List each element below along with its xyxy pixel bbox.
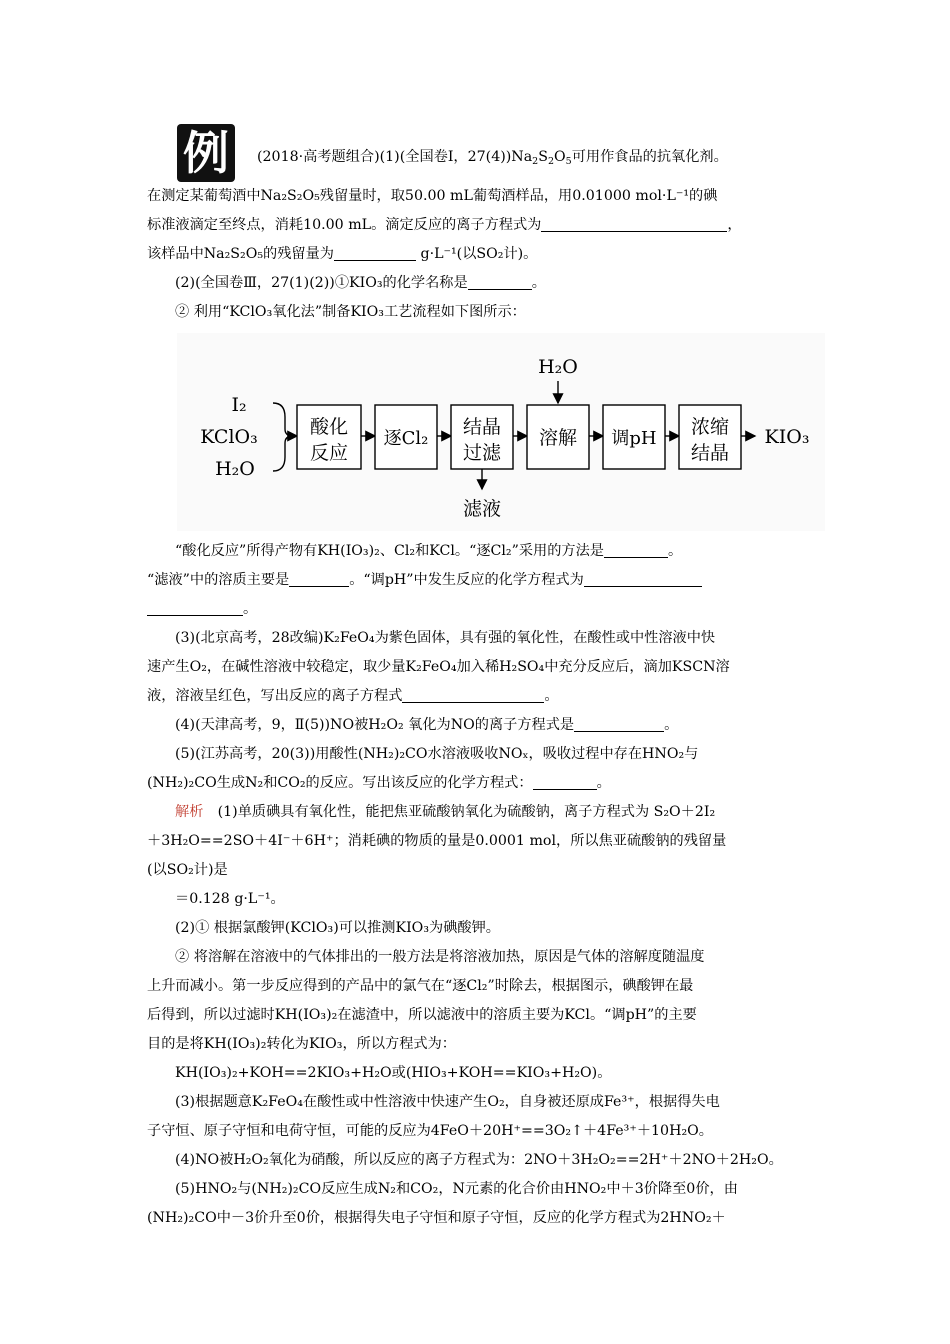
answer-blank <box>604 541 668 558</box>
answer-blank <box>402 686 544 703</box>
analysis-line-4: ＝0.128 g·L⁻¹。 <box>175 891 285 907</box>
analysis-line-11: (3)根据题意K₂FeO₄在酸性或中性溶液中快速产生O₂，自身被还原成Fe³⁺，根据得失电 <box>175 1094 720 1110</box>
analysis-line-1: 解析 (1)单质碘具有氧化性，能把焦亚硫酸钠氧化为硫酸钠，离子方程式为 S₂O＋2I₂ <box>175 804 716 820</box>
input-label: KClO₃ <box>200 426 258 448</box>
answer-blank <box>584 570 702 587</box>
question-5-line-1: (5)(江苏高考，20(3))用酸性(NH₂)₂CO水溶液吸收NOₓ，吸收过程中存在HNO₂与 <box>175 746 699 762</box>
analysis-line-13: (4)NO被H₂O₂氧化为硝酸，所以反应的离子方程式为：2NO＋3H₂O₂==2H⁺＋2NO＋2H₂O。 <box>175 1152 783 1168</box>
input-label: I₂ <box>231 394 247 416</box>
document-content <box>147 124 810 1233</box>
analysis-line-15: (NH₂)₂CO中－3价升至0价，根据得失电子守恒和原子守恒，反应的化学方程式为2HNO₂＋ <box>147 1210 726 1226</box>
question-3-line-3: 液，溶液呈红色，写出反应的离子方程式 。 <box>147 688 559 704</box>
answer-blank <box>574 715 664 732</box>
answer-blank <box>289 570 349 587</box>
question-1-line-4: 该样品中Na₂S₂O₅的残留量为 g·L⁻¹(以SO₂计)。 <box>147 246 538 262</box>
question-2b-line-3: 。 <box>147 595 807 624</box>
question-2-line-2: ② 利用“KClO₃氧化法”制备KIO₃工艺流程如下图所示： <box>175 304 526 320</box>
question-2-line-1: (2)(全国卷Ⅲ，27(1)(2))①KIO₃的化学名称是 。 <box>175 275 546 291</box>
step-label: 调pH <box>611 428 657 449</box>
answer-blank <box>334 244 416 261</box>
question-2b-line-1: “酸化反应”所得产物有KH(IO₃)₂、Cl₂和KCl。“逐Cl₂”采用的方法是 。 <box>175 543 683 559</box>
flow-svg <box>177 333 825 531</box>
analysis-line-6: ② 将溶解在溶液中的气体排出的一般方法是将溶液加热，原因是气体的溶解度随温度 <box>175 949 705 965</box>
step-label: 酸化 <box>309 416 349 438</box>
question-4-line-1: (4)(天津高考，9，Ⅱ(5))NO被H₂O₂ 氧化为NO的离子方程式是 。 <box>175 717 679 733</box>
analysis-line-14: (5)HNO₂与(NH₂)₂CO反应生成N₂和CO₂，N元素的化合价由HNO₂中＋3价降至0价，由 <box>175 1181 738 1197</box>
input-label: H₂O <box>215 458 255 480</box>
example-badge: 例 <box>177 124 235 182</box>
analysis-line-9: 目的是将KH(IO₃)₂转化为KIO₃，所以方程式为： <box>147 1036 456 1052</box>
step-label: 溶解 <box>538 427 578 449</box>
question-1-line-2: 在测定某葡萄酒中Na₂S₂O₅残留量时，取50.00 mL葡萄酒样品，用0.01000 mol·L⁻¹的碘 <box>147 188 718 204</box>
process-flow-diagram <box>177 333 825 531</box>
analysis-line-10: KH(IO₃)₂+KOH==2KIO₃+H₂O或(HIO₃+KOH==KIO₃+H₂O)。 <box>175 1065 612 1081</box>
analysis-line-12: 子守恒、原子守恒和电荷守恒，可能的反应为4FeO＋20H⁺==3O₂↑＋4Fe³⁺＋10H₂O。 <box>147 1123 713 1139</box>
analysis-line-8: 后得到，所以过滤时KH(IO₃)₂在滤渣中，所以滤液中的溶质主要为KCl。“调pH”的主要 <box>147 1007 697 1023</box>
question-3-line-1: (3)(北京高考，28改编)K₂FeO₄为紫色固体，具有强的氧化性，在酸性或中性溶液中快 <box>175 630 716 646</box>
analysis-line-2: ＋3H₂O==2SO＋4I⁻＋6H⁺；消耗碘的物质的量是0.0001 mol，所以焦亚硫酸钠的残留量 <box>147 833 727 849</box>
analysis-line-5: (2)① 根据氯酸钾(KClO₃)可以推测KIO₃为碘酸钾。 <box>175 920 500 936</box>
answer-blank <box>533 773 597 790</box>
analysis-label: 解析 <box>175 804 204 820</box>
question-1-line-3: 标准液滴定至终点，消耗10.00 mL。滴定反应的离子方程式为 ， <box>147 217 742 233</box>
step-label: 结晶 <box>462 416 502 438</box>
answer-blank <box>147 599 243 616</box>
input-brace <box>273 403 293 471</box>
step-label: 逐Cl₂ <box>383 428 429 449</box>
analysis-line-7: 上升而减小。第一步反应得到的产品中的氯气在“逐Cl₂”时除去，根据图示，碘酸钾在最 <box>147 978 694 994</box>
analysis-line-3: (以SO₂计)是 <box>147 862 228 878</box>
product-label: KIO₃ <box>764 426 810 448</box>
step-label: 反应 <box>309 442 349 464</box>
step-label: 过滤 <box>462 442 502 464</box>
water-input-label: H₂O <box>538 356 578 378</box>
answer-blank <box>541 215 727 232</box>
step-label: 结晶 <box>690 442 730 464</box>
question-2b-line-2: “滤液”中的溶质主要是 。“调pH”中发生反应的化学方程式为 <box>147 566 807 595</box>
question-5-line-2: (NH₂)₂CO生成N₂和CO₂的反应。写出该反应的化学方程式： 。 <box>147 775 611 791</box>
answer-blank <box>468 273 532 290</box>
question-1-line-1: 例 (2018·高考题组合)(1)(全国卷Ⅰ，$27(4))Na_2S_2O_5$可用作食品的抗氧化剂。 <box>147 124 807 182</box>
step-label: 浓缩 <box>690 416 730 438</box>
question-3-line-2: 速产生O₂，在碱性溶液中较稳定，取少量K₂FeO₄加入稀H₂SO₄中充分反应后，滴加KSCN溶 <box>147 659 730 675</box>
filtrate-label: 滤液 <box>462 498 502 520</box>
